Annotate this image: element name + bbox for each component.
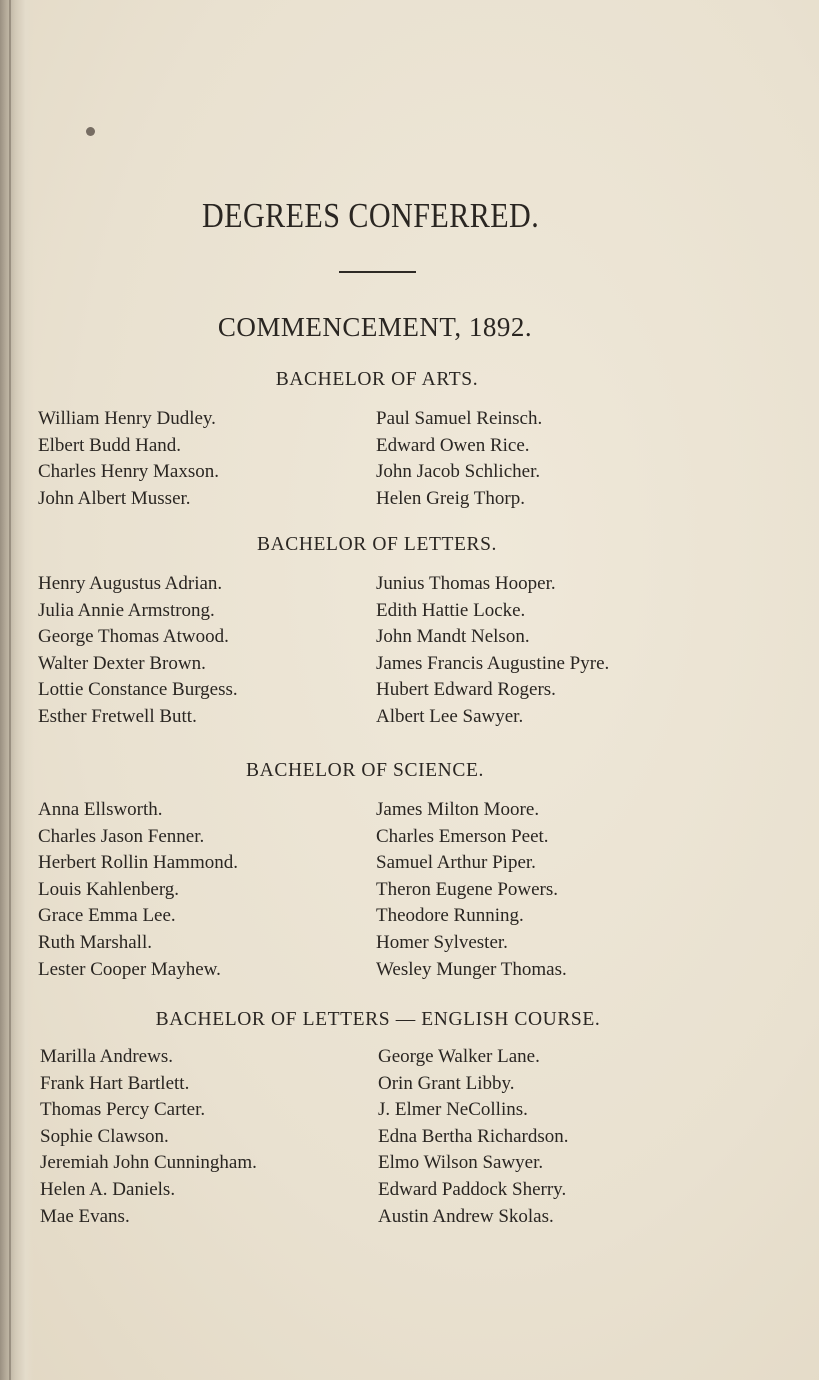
page-title: DEGREES CONFERRED. (201, 196, 540, 235)
graduate-name: Paul Samuel Reinsch. (376, 408, 543, 429)
graduate-name: Marilla Andrews. (40, 1046, 173, 1067)
bachelor-of-letters-english-right-column (378, 1044, 568, 1230)
graduate-name: Jeremiah John Cunningham. (40, 1152, 257, 1174)
graduate-name: Albert Lee Sawyer. (376, 705, 524, 727)
bachelor-of-arts-left-column (38, 406, 219, 512)
graduate-name: Walter Dexter Brown. (38, 652, 206, 674)
graduate-name: Elmo Wilson Sawyer. (378, 1152, 544, 1174)
graduate-name: Helen A. Daniels. (40, 1178, 176, 1200)
graduate-name: George Walker Lane. (378, 1046, 540, 1067)
graduate-name: Charles Jason Fenner. (38, 825, 205, 847)
graduate-name: Theron Eugene Powers. (376, 878, 559, 900)
section-heading-bachelor-of-arts: BACHELOR OF ARTS. (275, 369, 479, 390)
bachelor-of-science-left-column (38, 797, 238, 983)
graduate-name: Wesley Munger Thomas. (376, 958, 567, 980)
graduate-name: Junius Thomas Hooper. (376, 573, 556, 594)
graduate-name: Hubert Edward Rogers. (376, 679, 556, 701)
graduate-name: Esther Fretwell Butt. (38, 705, 197, 727)
graduate-name: Elbert Budd Hand. (38, 434, 182, 456)
graduate-name: Theodore Running. (376, 905, 524, 927)
graduate-name: Edward Owen Rice. (376, 434, 530, 456)
graduate-name: Lottie Constance Burgess. (38, 679, 238, 701)
graduate-name: Frank Hart Bartlett. (40, 1072, 190, 1094)
title-rule (339, 271, 416, 273)
bachelor-of-science-right-column (376, 797, 567, 983)
graduate-name: Herbert Rollin Hammond. (38, 852, 238, 874)
graduate-name: Orin Grant Libby. (378, 1072, 515, 1094)
graduate-name: J. Elmer NeCollins. (378, 1099, 528, 1121)
ink-speck (86, 127, 95, 136)
graduate-name: Lester Cooper Mayhew. (38, 958, 221, 980)
graduate-name: Samuel Arthur Piper. (376, 852, 536, 874)
section-heading-bachelor-of-letters: BACHELOR OF LETTERS. (256, 534, 498, 555)
commencement-subtitle: COMMENCEMENT, 1892. (217, 312, 533, 342)
graduate-name: Homer Sylvester. (376, 931, 508, 953)
graduate-name: Edward Paddock Sherry. (378, 1178, 567, 1200)
graduate-name: Grace Emma Lee. (38, 905, 176, 927)
graduate-name: Charles Emerson Peet. (376, 825, 549, 847)
section-heading-bachelor-of-science: BACHELOR OF SCIENCE. (246, 760, 484, 781)
bachelor-of-letters-left-column (38, 571, 238, 731)
graduate-name: Julia Annie Armstrong. (38, 599, 215, 621)
graduate-name: Austin Andrew Skolas. (378, 1205, 554, 1227)
graduate-name: Sophie Clawson. (40, 1125, 169, 1147)
graduate-name: Louis Kahlenberg. (38, 878, 180, 900)
graduate-name: John Jacob Schlicher. (376, 461, 541, 483)
graduate-name: Charles Henry Maxson. (38, 461, 219, 483)
graduate-name: Edna Bertha Richardson. (378, 1125, 569, 1147)
graduate-name: William Henry Dudley. (38, 408, 216, 429)
page-binding-shadow (0, 0, 34, 1380)
graduate-name: Ruth Marshall. (38, 931, 152, 953)
bachelor-of-letters-english-left-column (40, 1044, 257, 1230)
graduate-name: James Francis Augustine Pyre. (376, 652, 610, 674)
graduate-name: Henry Augustus Adrian. (38, 573, 223, 594)
binding-edge-line (9, 0, 11, 1380)
graduate-name: James Milton Moore. (376, 799, 540, 820)
section-heading-bachelor-of-letters-english: BACHELOR OF LETTERS — ENGLISH COURSE. (155, 1009, 601, 1030)
graduate-name: John Albert Musser. (38, 487, 191, 509)
bachelor-of-arts-right-column (376, 406, 542, 512)
graduate-name: Anna Ellsworth. (38, 799, 163, 820)
graduate-name: Edith Hattie Locke. (376, 599, 526, 621)
graduate-name: George Thomas Atwood. (38, 626, 229, 648)
bachelor-of-letters-right-column (376, 571, 609, 731)
graduate-name: Mae Evans. (40, 1205, 130, 1227)
graduate-name: John Mandt Nelson. (376, 626, 530, 648)
graduate-name: Thomas Percy Carter. (40, 1099, 206, 1121)
graduate-name: Helen Greig Thorp. (376, 487, 525, 509)
